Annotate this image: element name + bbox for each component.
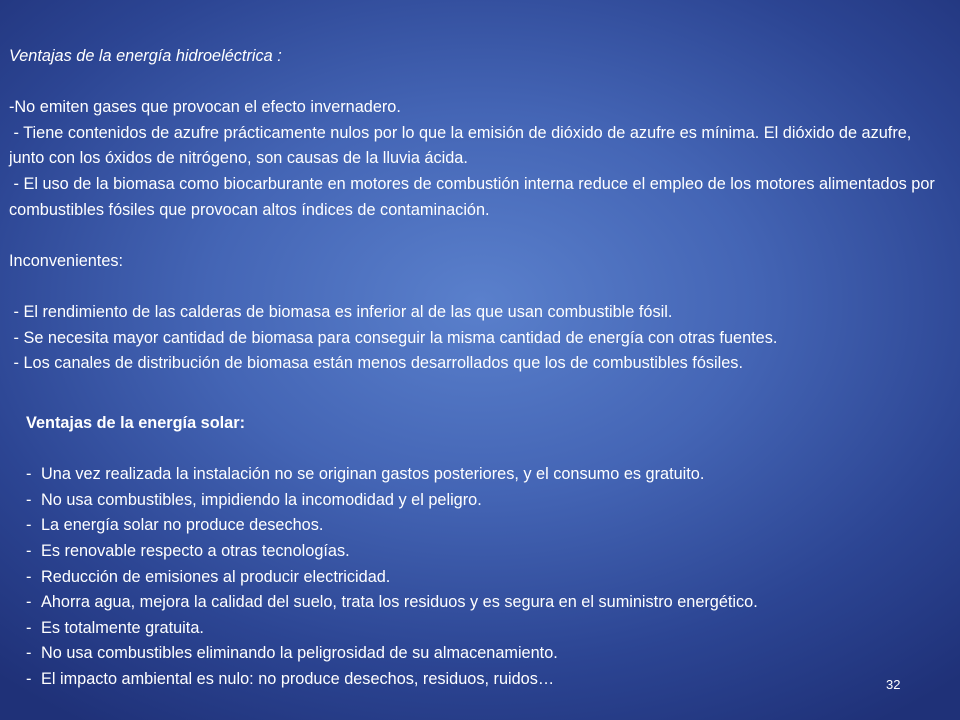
- solar-item-text: La energía solar no produce desechos.: [41, 516, 324, 535]
- solar-item-text: Es totalmente gratuita.: [41, 618, 204, 637]
- hydro-advantage-3: - El uso de la biomasa como biocarburante en motores de combustión interna reduce el empleo de los motores alimentados por combustibles fósiles que provocan altos índices de contaminación.: [9, 174, 940, 219]
- list-dash: -: [26, 644, 32, 663]
- page-number: 32: [886, 677, 901, 692]
- list-dash: -: [26, 516, 32, 535]
- hydro-section: [9, 44, 951, 377]
- inconveniente-item-1: - El rendimiento de las calderas de biomasa es inferior al de las que usan combustible fósil.: [9, 302, 673, 321]
- solar-item-text: No usa combustibles eliminando la peligrosidad de su almacenamiento.: [41, 644, 558, 663]
- solar-item-6: [26, 590, 926, 616]
- list-dash: -: [26, 541, 32, 560]
- solar-item-5: [26, 565, 926, 591]
- inconvenientes-title: Inconvenientes:: [9, 251, 124, 270]
- list-dash: -: [26, 593, 32, 612]
- list-dash: -: [26, 669, 32, 688]
- solar-item-text: Reducción de emisiones al producir electricidad.: [41, 567, 391, 586]
- hydro-advantage-1: -No emiten gases que provocan el efecto invernadero.: [9, 98, 401, 117]
- solar-item-7: [26, 616, 926, 642]
- hydro-advantage-2: - Tiene contenidos de azufre prácticamente nulos por lo que la emisión de dióxido de azufre es mínima. El dióxido de azufre, junto con los óxidos de nitrógeno, son causas de la lluvia ácida.: [9, 123, 916, 168]
- solar-item-text: Ahorra agua, mejora la calidad del suelo, trata los residuos y es segura en el suministro energético.: [41, 593, 758, 612]
- solar-item-text: Una vez realizada la instalación no se originan gastos posteriores, y el consumo es gratuito.: [41, 465, 705, 484]
- list-dash: -: [26, 567, 32, 586]
- solar-item-1: [26, 462, 926, 488]
- solar-section: [26, 411, 926, 693]
- solar-title: Ventajas de la energía solar:: [26, 414, 245, 432]
- solar-item-text: Es renovable respecto a otras tecnologías.: [41, 541, 350, 560]
- solar-item-2: [26, 488, 926, 514]
- inconveniente-item-2: - Se necesita mayor cantidad de biomasa para conseguir la misma cantidad de energía con otras fuentes.: [9, 328, 778, 347]
- solar-item-text: El impacto ambiental es nulo: no produce desechos, residuos, ruidos…: [41, 669, 555, 688]
- solar-item-4: [26, 539, 926, 565]
- list-dash: -: [26, 490, 32, 509]
- list-dash: -: [26, 618, 32, 637]
- hydro-title: Ventajas de la energía hidroeléctrica :: [9, 47, 282, 65]
- solar-item-8: [26, 641, 926, 667]
- solar-advantages-list: [26, 462, 926, 692]
- solar-item-3: [26, 513, 926, 539]
- solar-item-9: [26, 667, 926, 693]
- inconveniente-item-3: - Los canales de distribución de biomasa están menos desarrollados que los de combustibles fósiles.: [9, 354, 743, 373]
- solar-item-text: No usa combustibles, impidiendo la incomodidad y el peligro.: [41, 490, 482, 509]
- list-dash: -: [26, 465, 32, 484]
